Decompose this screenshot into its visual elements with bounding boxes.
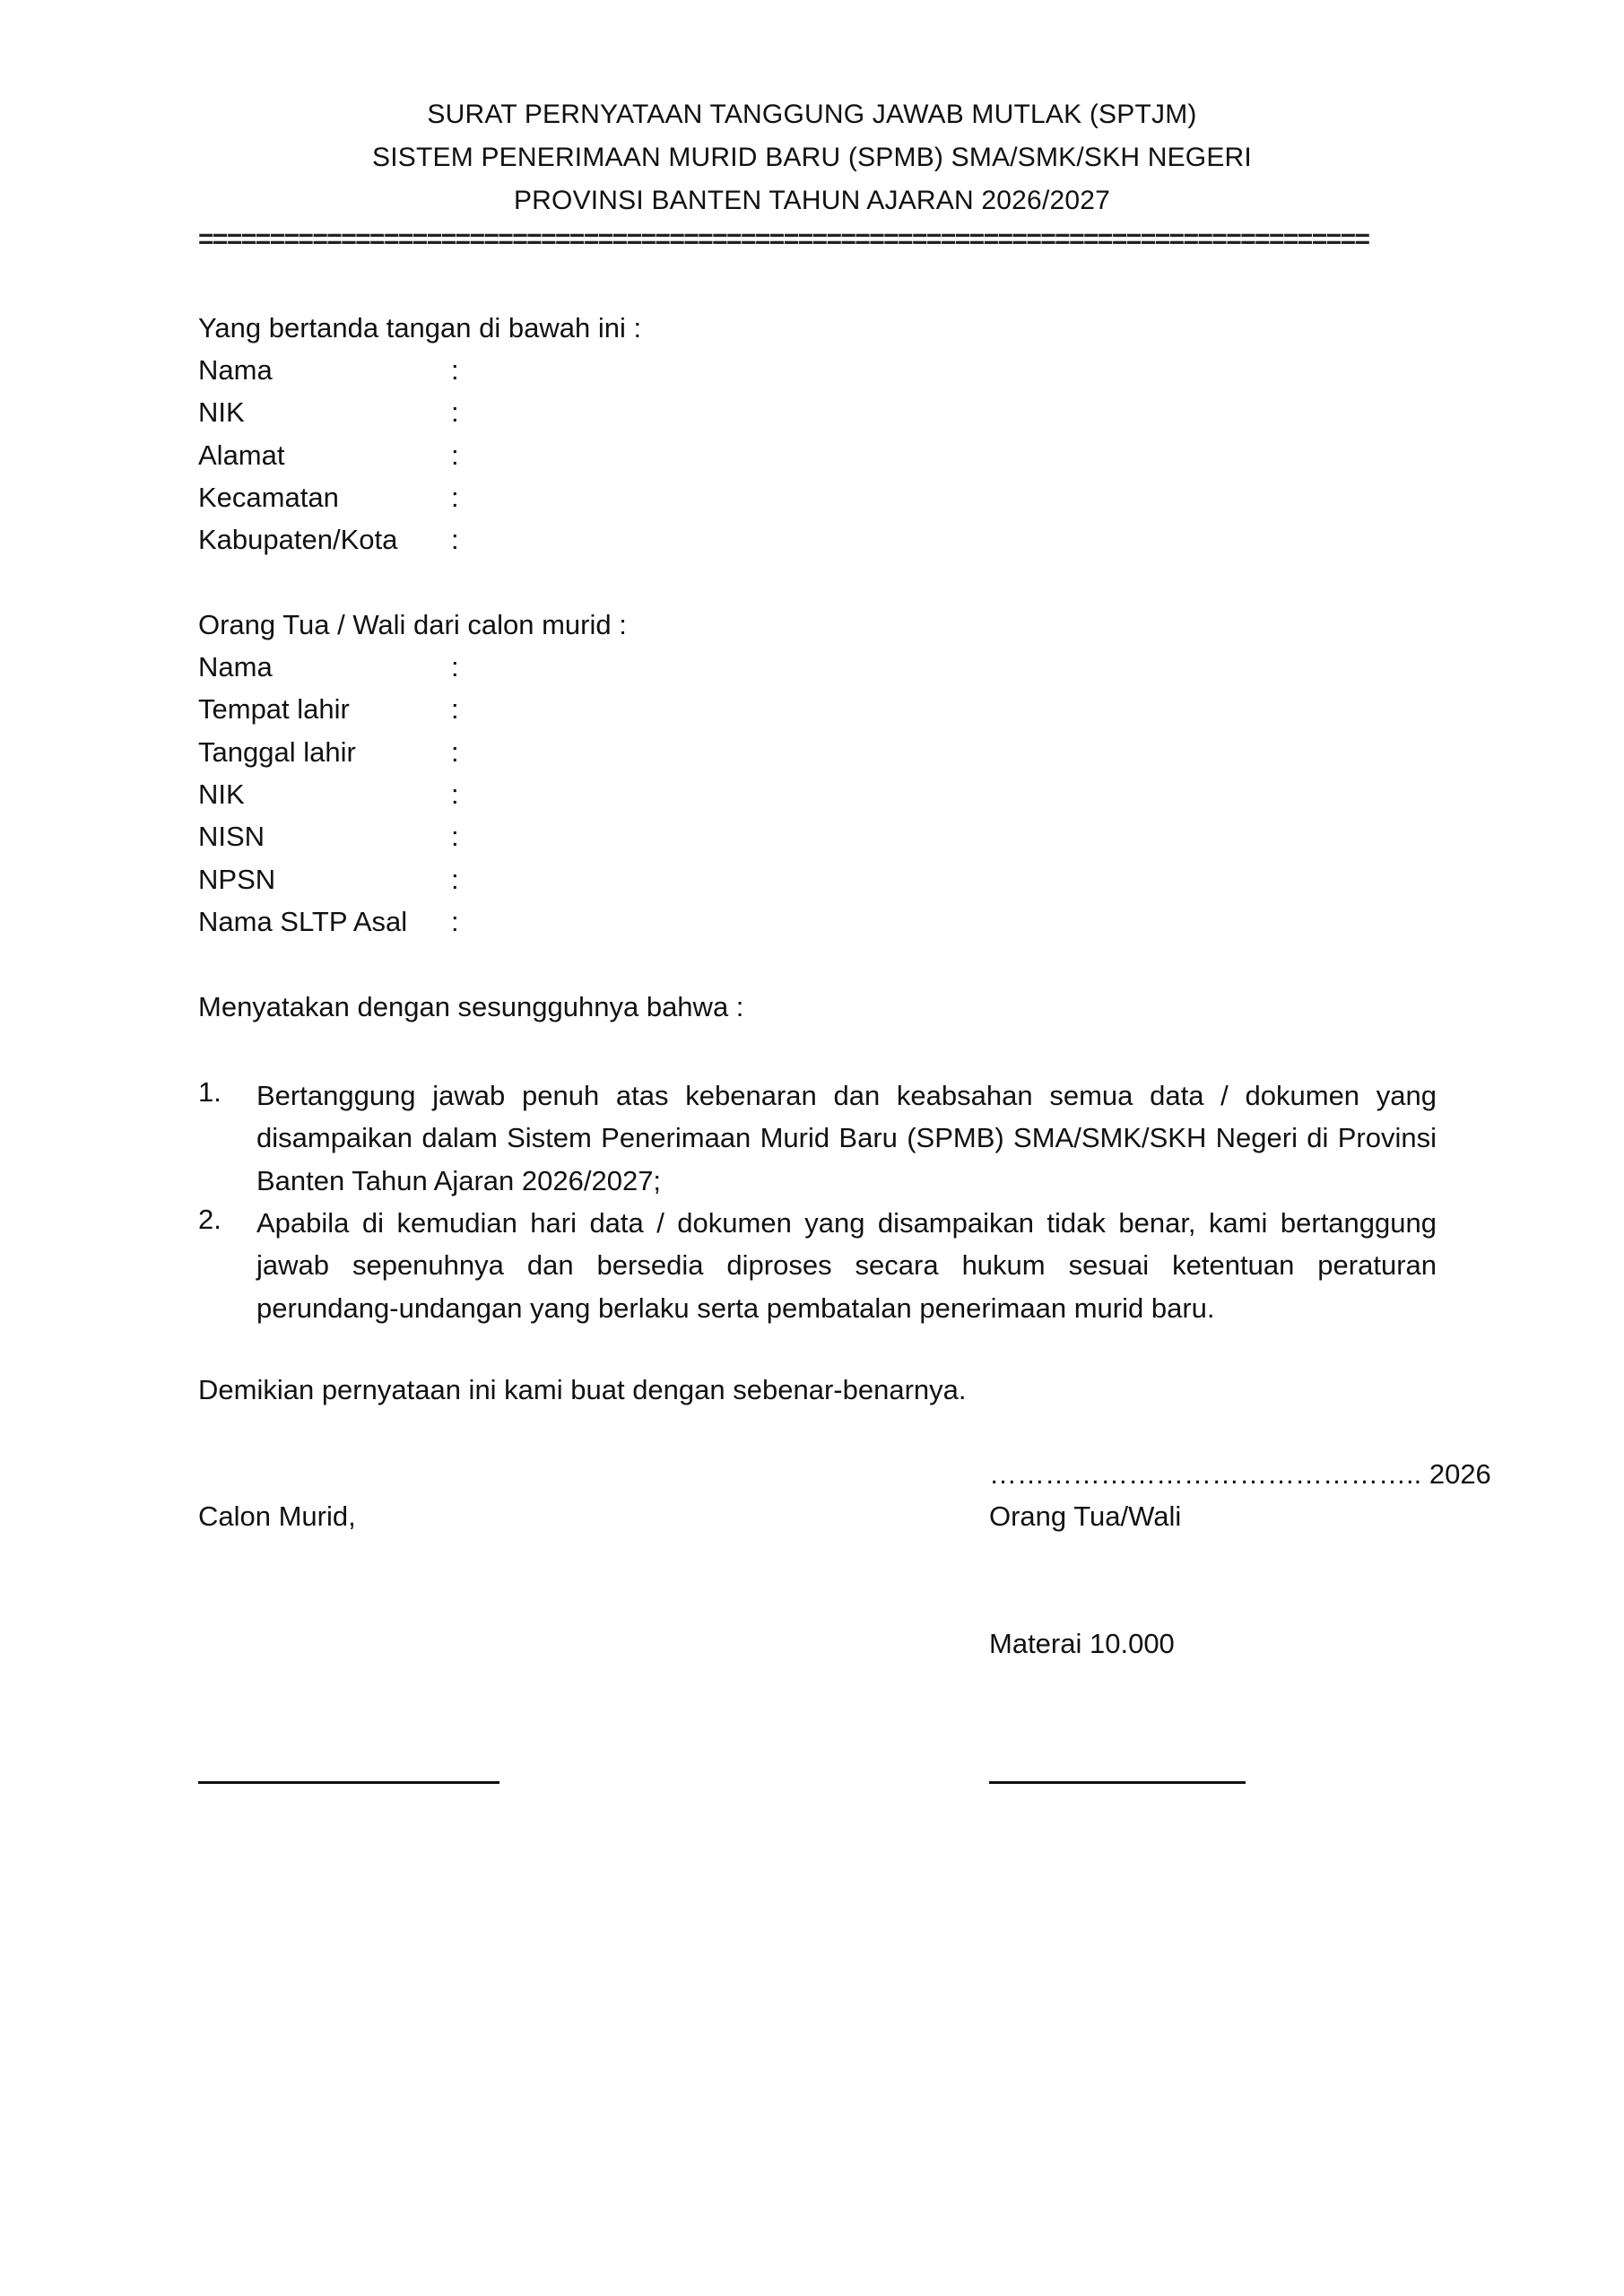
statement-item-number-2: 2. bbox=[198, 1204, 221, 1235]
field-separator: : bbox=[451, 482, 459, 513]
title-line-3: PROVINSI BANTEN TAHUN AJARAN 2026/2027 bbox=[513, 186, 1111, 215]
title-line-2: SISTEM PENERIMAAN MURID BARU (SPMB) SMA/SMK/SKH NEGERI bbox=[372, 143, 1252, 172]
student-field-label-nama-sltp-asal: Nama SLTP Asal bbox=[198, 906, 408, 937]
signer-intro: Yang bertanda tangan di bawah ini : bbox=[198, 312, 642, 344]
student-intro: Orang Tua / Wali dari calon murid : bbox=[198, 609, 627, 640]
student-field-label-tanggal-lahir: Tanggal lahir bbox=[198, 736, 356, 768]
field-separator: : bbox=[451, 736, 459, 768]
student-signature-label: Calon Murid, bbox=[198, 1500, 356, 1532]
student-signature-line bbox=[198, 1781, 499, 1784]
field-separator: : bbox=[451, 524, 459, 555]
field-separator: : bbox=[451, 778, 459, 810]
parent-signature-line bbox=[989, 1781, 1246, 1784]
statement-intro: Menyatakan dengan sesungguhnya bahwa : bbox=[198, 991, 744, 1022]
signer-field-label-kecamatan: Kecamatan bbox=[198, 482, 339, 513]
statement-item-1: Bertanggung jawab penuh atas kebenaran dan keabsahan semua data / dokumen yang disampaikan dalam Sistem Penerimaan Murid Baru (SPMB) SMA/SMK/SKH Negeri di Provinsi Banten Tahun Ajaran 2026/2027; bbox=[256, 1080, 1437, 1196]
signer-field-label-nama: Nama bbox=[198, 354, 273, 386]
field-separator: : bbox=[451, 354, 459, 386]
signer-field-label-kabupaten-kota: Kabupaten/Kota bbox=[198, 524, 398, 555]
field-separator: : bbox=[451, 396, 459, 428]
field-separator: : bbox=[451, 693, 459, 725]
student-field-label-nama: Nama bbox=[198, 651, 273, 683]
student-field-label-nisn: NISN bbox=[198, 821, 265, 852]
field-separator: : bbox=[451, 906, 459, 937]
field-separator: : bbox=[451, 439, 459, 471]
student-field-label-nik: NIK bbox=[198, 778, 245, 810]
parent-signature-label: Orang Tua/Wali bbox=[989, 1500, 1182, 1532]
title-line-1: SURAT PERNYATAAN TANGGUNG JAWAB MUTLAK (SPTJM) bbox=[427, 100, 1197, 129]
student-field-label-tempat-lahir: Tempat lahir bbox=[198, 693, 350, 725]
place-date-line: ……………………………………….. 2026 bbox=[989, 1458, 1491, 1490]
statement-item-2: Apabila di kemudian hari data / dokumen yang disampaikan tidak benar, kami bertanggung jawab sepenuhnya dan bersedia diproses secara hukum sesuai ketentuan peraturan perundang-undangan yang berlaku serta pembatalan penerimaan murid baru. bbox=[256, 1207, 1437, 1324]
header-divider: ================================================================================== bbox=[198, 226, 1369, 253]
closing-statement: Demikian pernyataan ini kami buat dengan sebenar-benarnya. bbox=[198, 1374, 967, 1405]
field-separator: : bbox=[451, 864, 459, 895]
field-separator: : bbox=[451, 651, 459, 683]
signer-field-label-nik: NIK bbox=[198, 396, 245, 428]
student-field-label-npsn: NPSN bbox=[198, 864, 276, 895]
signer-field-label-alamat: Alamat bbox=[198, 439, 285, 471]
stamp-duty-note: Materai 10.000 bbox=[989, 1628, 1175, 1659]
field-separator: : bbox=[451, 821, 459, 852]
statement-item-number-1: 1. bbox=[198, 1076, 221, 1108]
